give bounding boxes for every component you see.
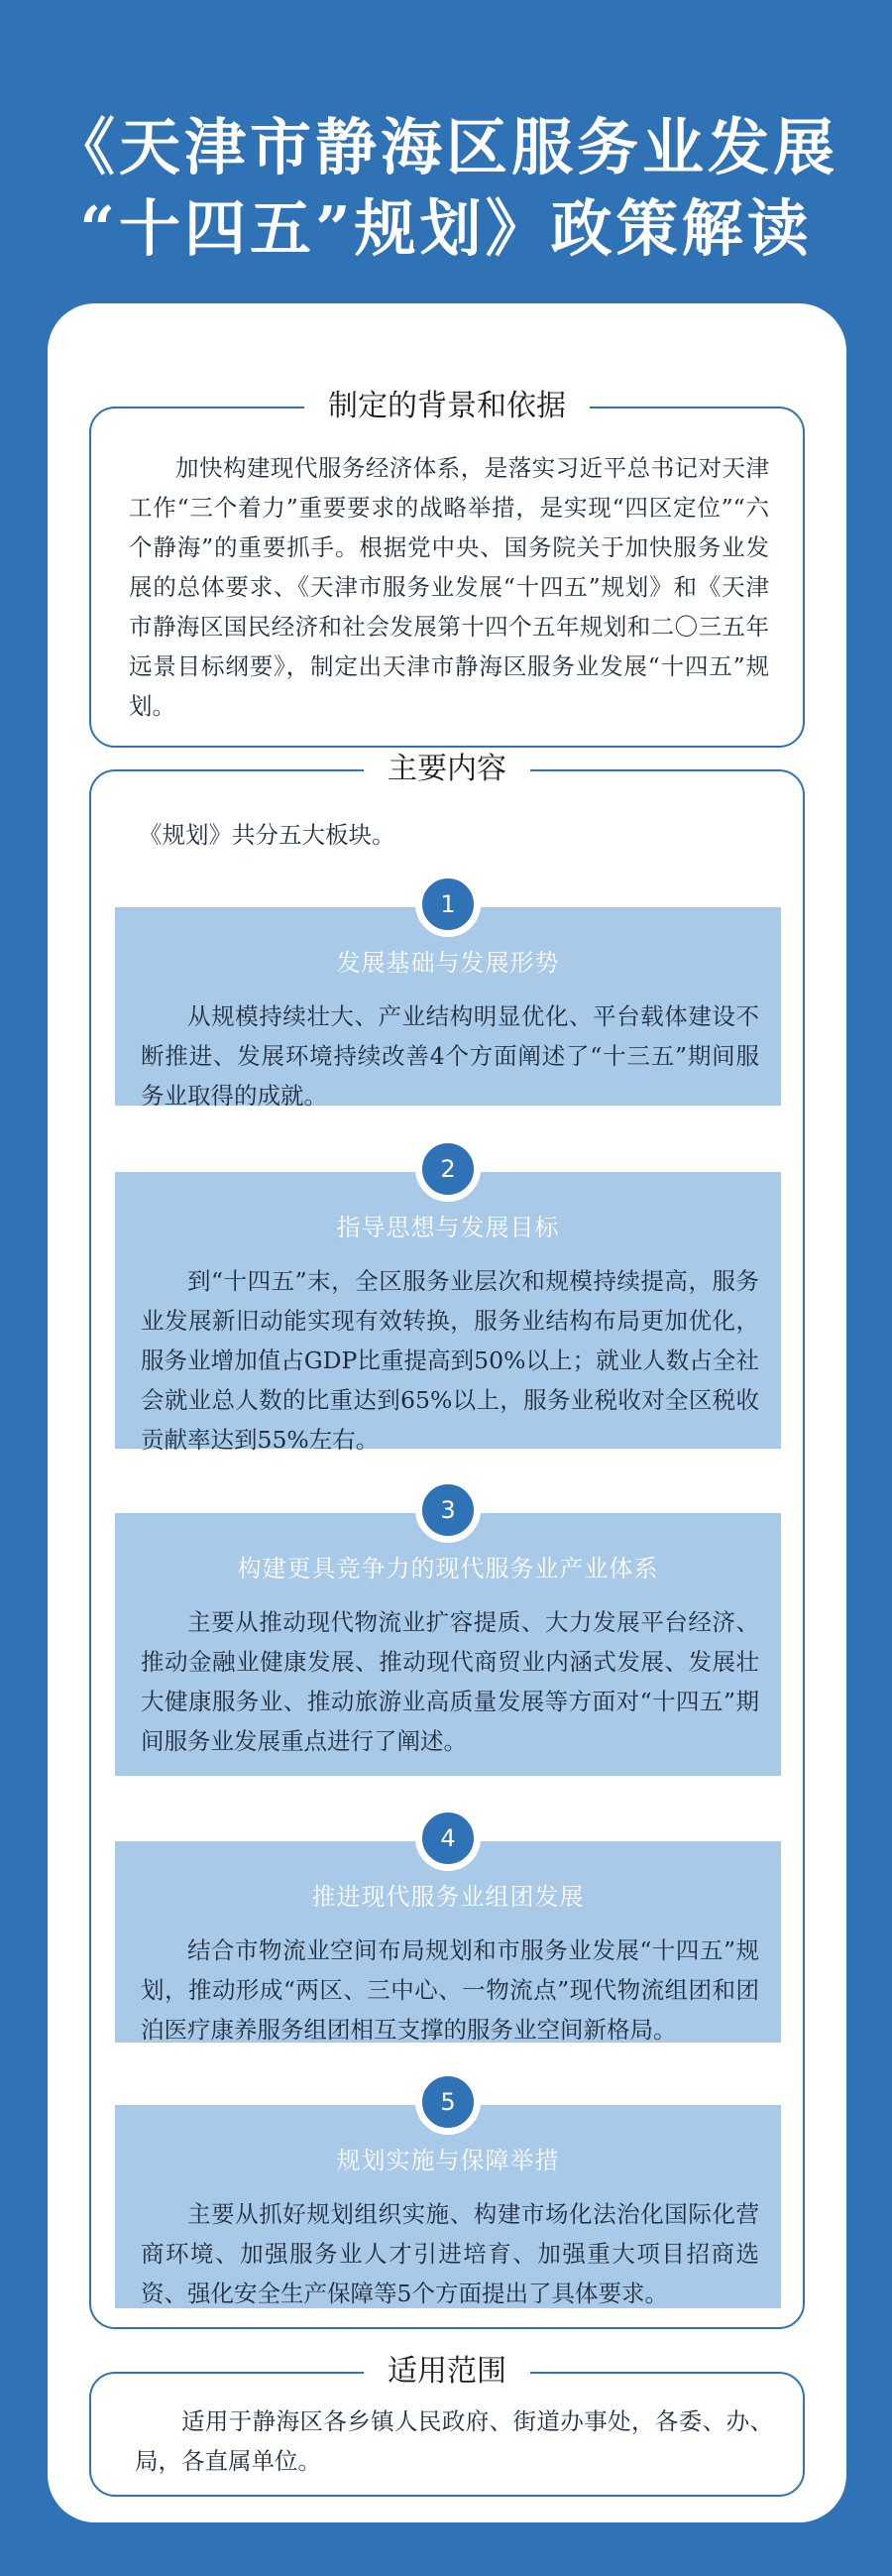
block-text: 到“十四五”末，全区服务业层次和规模持续提高，服务业发展新旧动能实现有效转换，服务业结构布局更加优化，服务业增加值占GDP比重提高到50%以上；就业人数占全社会就业总人数的比重达到65%以上，服务业税收对全区税收贡献率达到55%左右。 [141,1267,759,1454]
block-text: 主要从推动现代物流业扩容提质、大力发展平台经济、推动金融业健康发展、推动现代商贸业内涵式发展、发展壮大健康服务业、推动旅游业高质量发展等方面对“十四五”期间服务业发展重点进行了阐述。 [141,1608,759,1755]
content-block-4 [115,1824,781,2044]
scope-text: 适用于静海区各乡镇人民政府、街道办事处，各委、办、局，各直属单位。 [135,2407,773,2475]
main-intro: 《规划》共分五大板块。 [139,821,395,849]
block-number-badge: 5 [415,2069,481,2135]
main-content-heading: 主要内容 [364,748,530,791]
scope-section [89,2354,805,2497]
content-block-3 [115,1496,781,1776]
block-number-badge: 1 [415,872,481,937]
content-block-2 [115,1155,781,1454]
block-number-badge: 2 [415,1136,481,1202]
background-text: 加快构建现代服务经济体系，是落实习近平总书记对天津工作“三个着力”重要要求的战略举措，是实现“四区定位”“六个静海”的重要抓手。根据党中央、国务院关于加快服务业发展的总体要求、《天津市服务业发展“十四五”规划》和《天津市静海区国民经济和社会发展第十四个五年规划和二〇三五年远景目标纲要》，制定出天津市静海区服务业发展“十四五”规划。 [129,454,769,720]
block-text: 从规模持续壮大、产业结构明显优化、平台载体建设不断推进、发展环境持续改善4个方面阐述了“十三五”期间服务业取得的成就。 [141,1002,759,1110]
content-card [48,303,846,2522]
block-number-badge: 3 [415,1477,481,1543]
block-text: 结合市物流业空间布局规划和市服务业发展“十四五”规划，推动形成“两区、三中心、一物流点”现代物流组团和团泊医疗康养服务组团相互支撑的服务业空间新格局。 [141,1936,759,2044]
page-title [0,107,892,270]
scope-heading: 适用范围 [364,2350,530,2394]
block-title: 构建更具竞争力的现代服务业产业体系 [237,1555,659,1582]
background-heading: 制定的背景和依据 [304,385,590,428]
content-block-5 [115,2088,781,2308]
page-title-line-2: “十四五”规划》政策解读 [79,192,813,265]
block-title: 推进现代服务业组团发展 [311,1883,585,1911]
block-title: 规划实施与保障举措 [336,2147,560,2174]
block-title: 发展基础与发展形势 [336,949,560,977]
main-content-section [89,752,805,2329]
block-title: 指导思想与发展目标 [336,1214,560,1241]
page-title-line-1: 《天津市静海区服务业发展 [53,111,838,183]
content-block-1 [115,890,781,1110]
block-number-badge: 4 [415,1806,481,1871]
block-text: 主要从抓好规划组织实施、构建市场化法治化国际化营商环境、加强服务业人才引进培育、加强重大项目招商选资、强化安全生产保障等5个方面提出了具体要求。 [141,2200,759,2307]
background-section [89,389,805,748]
